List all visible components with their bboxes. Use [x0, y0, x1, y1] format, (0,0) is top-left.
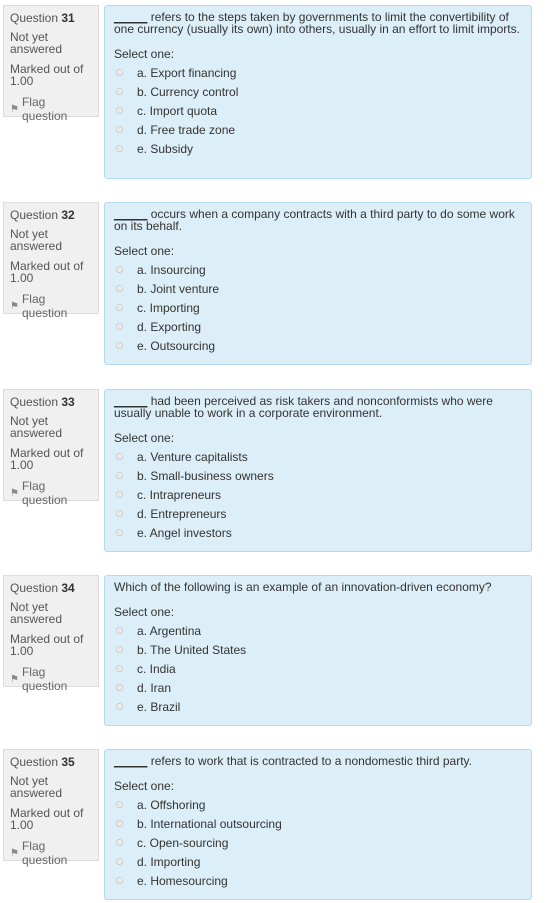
answer-option[interactable]: e. Brazil	[114, 697, 522, 716]
radio-button[interactable]	[116, 627, 123, 634]
radio-button[interactable]	[116, 145, 123, 152]
answer-option[interactable]: e. Subsidy	[114, 139, 522, 158]
question-state: Not yet answered	[10, 774, 63, 800]
flag-question-button[interactable]: ⚑ Flag question	[10, 665, 68, 693]
answer-option[interactable]: b. The United States	[114, 640, 522, 659]
flag-icon: ⚑	[10, 673, 19, 685]
answer-option[interactable]: a. Argentina	[114, 621, 522, 640]
flag-icon: ⚑	[10, 487, 19, 499]
answer-option[interactable]: a. Venture capitalists	[114, 447, 522, 466]
radio-button[interactable]	[116, 107, 123, 114]
radio-button[interactable]	[116, 646, 123, 653]
answer-option[interactable]: b. Small-business owners	[114, 466, 522, 485]
question-info	[3, 575, 99, 693]
radio-button[interactable]	[116, 126, 123, 133]
radio-button[interactable]	[116, 323, 123, 330]
radio-button[interactable]	[116, 453, 123, 460]
radio-button[interactable]	[116, 858, 123, 865]
select-prompt: Select one:	[114, 779, 175, 793]
radio-button[interactable]	[116, 839, 123, 846]
question-text: _____ occurs when a company contracts with a third party to do some work on its behalf.	[114, 207, 515, 233]
radio-button[interactable]	[116, 510, 123, 517]
question-grade: Marked out of 1.00	[10, 446, 84, 472]
question-number: Question 32	[10, 208, 75, 222]
question-state: Not yet answered	[10, 600, 63, 626]
answer-option[interactable]: a. Export financing	[114, 63, 522, 82]
radio-button[interactable]	[116, 88, 123, 95]
answer-option[interactable]: c. Intrapreneurs	[114, 485, 522, 504]
select-prompt: Select one:	[114, 47, 175, 61]
radio-button[interactable]	[116, 472, 123, 479]
radio-button[interactable]	[116, 304, 123, 311]
question-content	[104, 389, 532, 552]
question-number: Question 33	[10, 395, 75, 409]
radio-button[interactable]	[116, 342, 123, 349]
question-content	[104, 749, 532, 900]
question-content	[104, 5, 532, 179]
radio-button[interactable]	[116, 285, 123, 292]
question-grade: Marked out of 1.00	[10, 259, 84, 285]
radio-button[interactable]	[116, 703, 123, 710]
flag-icon: ⚑	[10, 300, 19, 312]
question-info	[3, 5, 99, 123]
answer-options	[114, 447, 522, 542]
flag-question-button[interactable]: ⚑ Flag question	[10, 95, 68, 123]
answer-options	[114, 621, 522, 716]
question-number: Question 35	[10, 755, 75, 769]
question-number: Question 31	[10, 11, 75, 25]
answer-options	[114, 63, 522, 158]
question-info	[3, 749, 99, 867]
radio-button[interactable]	[116, 529, 123, 536]
answer-option[interactable]: b. Currency control	[114, 82, 522, 101]
flag-question-button[interactable]: ⚑ Flag question	[10, 839, 68, 867]
question-text: Which of the following is an example of an innovation-driven economy?	[114, 580, 492, 594]
answer-option[interactable]: c. Importing	[114, 298, 522, 317]
select-prompt: Select one:	[114, 431, 175, 445]
flag-icon: ⚑	[10, 103, 19, 115]
answer-option[interactable]: c. India	[114, 659, 522, 678]
flag-question-button[interactable]: ⚑ Flag question	[10, 479, 68, 507]
answer-option[interactable]: d. Entrepreneurs	[114, 504, 522, 523]
question-grade: Marked out of 1.00	[10, 806, 84, 832]
radio-button[interactable]	[116, 684, 123, 691]
answer-option[interactable]: d. Importing	[114, 852, 522, 871]
select-prompt: Select one:	[114, 605, 175, 619]
radio-button[interactable]	[116, 801, 123, 808]
radio-button[interactable]	[116, 820, 123, 827]
answer-option[interactable]: c. Open-sourcing	[114, 833, 522, 852]
question-text: _____ refers to the steps taken by governments to limit the convertibility of one currency (usually its own) into others, usually in an effort to limit imports.	[114, 10, 520, 36]
question-info	[3, 389, 99, 507]
radio-button[interactable]	[116, 266, 123, 273]
flag-icon: ⚑	[10, 847, 19, 859]
question-content	[104, 575, 532, 726]
answer-option[interactable]: a. Offshoring	[114, 795, 522, 814]
question-state: Not yet answered	[10, 414, 63, 440]
radio-button[interactable]	[116, 69, 123, 76]
answer-options	[114, 260, 522, 355]
question-state: Not yet answered	[10, 30, 63, 56]
answer-option[interactable]: d. Iran	[114, 678, 522, 697]
answer-option[interactable]: a. Insourcing	[114, 260, 522, 279]
question-number: Question 34	[10, 581, 75, 595]
question-grade: Marked out of 1.00	[10, 62, 84, 88]
answer-option[interactable]: e. Angel investors	[114, 523, 522, 542]
answer-option[interactable]: d. Exporting	[114, 317, 522, 336]
question-content	[104, 202, 532, 365]
answer-option[interactable]: e. Homesourcing	[114, 871, 522, 890]
radio-button[interactable]	[116, 665, 123, 672]
answer-option[interactable]: d. Free trade zone	[114, 120, 522, 139]
radio-button[interactable]	[116, 491, 123, 498]
select-prompt: Select one:	[114, 244, 175, 258]
question-info	[3, 202, 99, 320]
answer-option[interactable]: b. International outsourcing	[114, 814, 522, 833]
question-text: _____ had been perceived as risk takers and nonconformists who were usually unable to work in a corporate environment.	[114, 394, 493, 420]
radio-button[interactable]	[116, 877, 123, 884]
answer-option[interactable]: e. Outsourcing	[114, 336, 522, 355]
question-grade: Marked out of 1.00	[10, 632, 84, 658]
question-text: _____ refers to work that is contracted to a nondomestic third party.	[114, 754, 472, 768]
flag-question-button[interactable]: ⚑ Flag question	[10, 292, 68, 320]
answer-option[interactable]: b. Joint venture	[114, 279, 522, 298]
answer-option[interactable]: c. Import quota	[114, 101, 522, 120]
question-state: Not yet answered	[10, 227, 63, 253]
answer-options	[114, 795, 522, 890]
